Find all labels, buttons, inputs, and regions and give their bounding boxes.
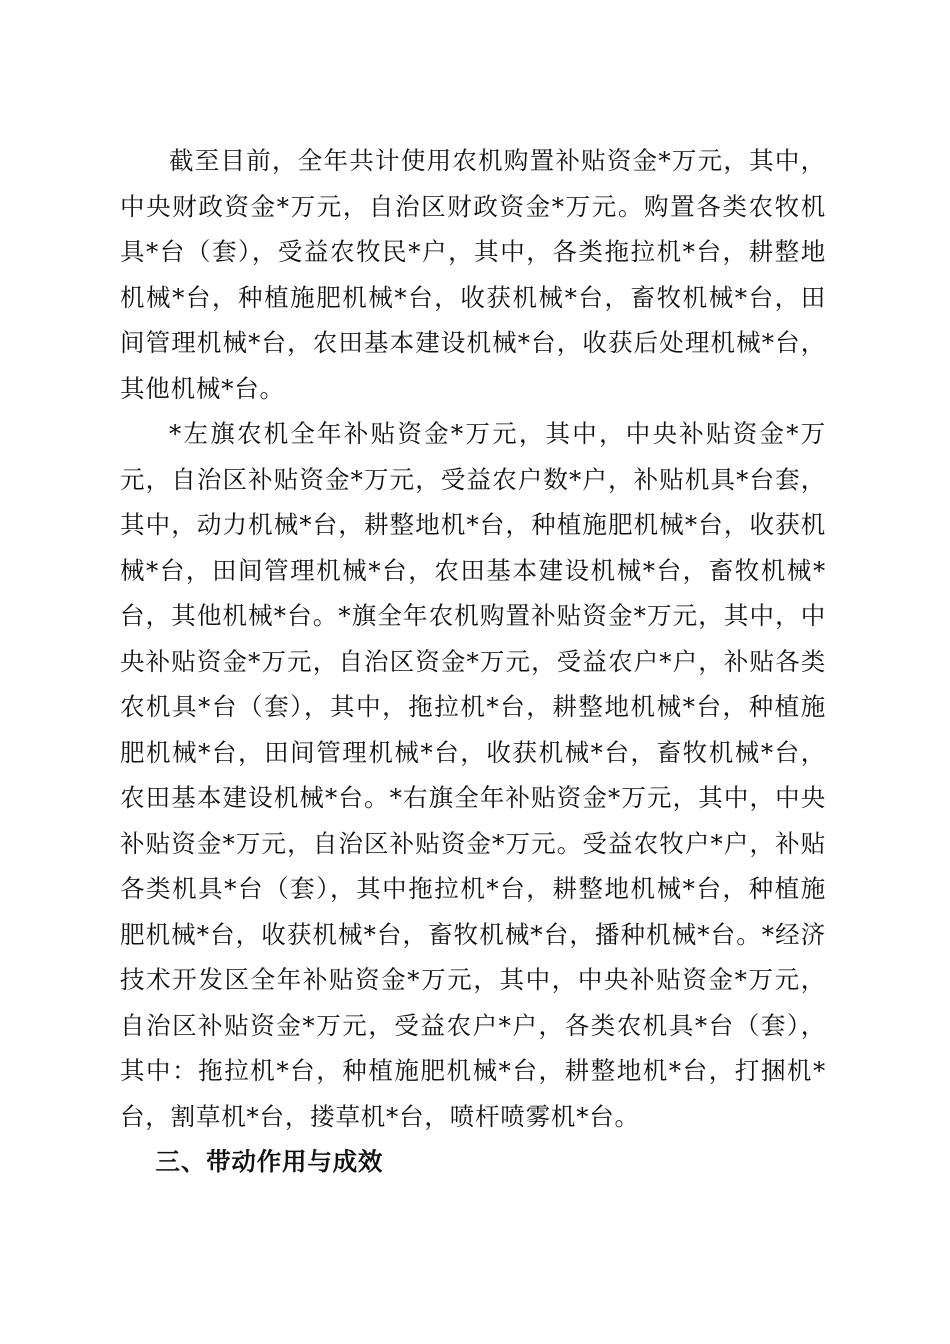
paragraph-county-breakdown: *左旗农机全年补贴资金*万元，其中，中央补贴资金*万元，自治区补贴资金*万元，受益农户数*户，补贴机具*台套，其中，动力机械*台，耕整地机*台，种植施肥机械*台，收获机械*台，田间管理机械*台，农田基本建设机械*台，畜牧机械*台，其他机械*台。*旗全年农机购置补贴资金*万元，其中，中央补贴资金*万元，自治区资金*万元，受益农户*户，补贴各类农机具*台（套），其中，拖拉机*台，耕整地机械*台，种植施肥机械*台，田间管理机械*台，收获机械*台，畜牧机械*台，农田基本建设机械*台。*右旗全年补贴资金*万元，其中，中央补贴资金*万元，自治区补贴资金*万元。受益农牧户*户，补贴各类机具*台（套），其中拖拉机*台，耕整地机械*台，种植施肥机械*台，收获机械*台，畜牧机械*台，播种机械*台。*经济技术开发区全年补贴资金*万元，其中，中央补贴资金*万元，自治区补贴资金*万元，受益农户*户，各类农机具*台（套），其中：拖拉机*台，种植施肥机械*台，耕整地机*台，打捆机*台，割草机*台，搂草机*台，喷杆喷雾机*台。 — [120, 419, 826, 1131]
document-page — [120, 138, 826, 1185]
paragraph-subsidy-summary: 截至目前，全年共计使用农机购置补贴资金*万元，其中，中央财政资金*万元，自治区财政资金*万元。购置各类农牧机具*台（套），受益农牧民*户，其中，各类拖拉机*台，耕整地机械*台，种植施肥机械*台，收获机械*台，畜牧机械*台，田间管理机械*台，农田基本建设机械*台，收获后处理机械*台，其他机械*台。 — [120, 146, 826, 403]
section-heading: 三、带动作用与成效 — [155, 1147, 384, 1176]
